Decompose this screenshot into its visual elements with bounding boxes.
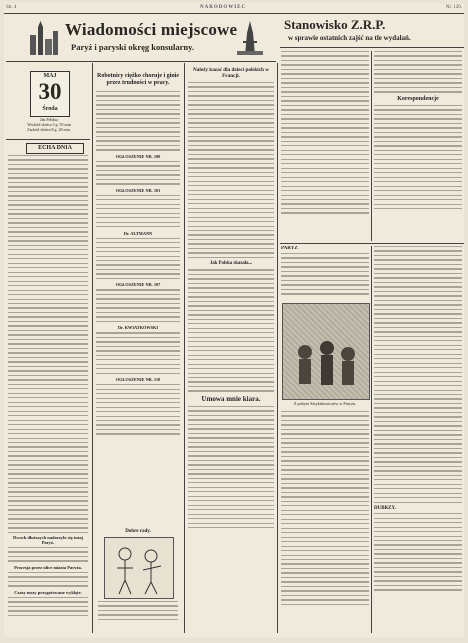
column-left-notices (8, 535, 88, 635)
middle-section-2: OGŁOSZENIE NR. 101 (115, 187, 161, 193)
local-news-title: Wiadomości miejscowe (65, 20, 238, 39)
center-article2-title: Jak Polska skazała... (209, 261, 253, 267)
page-marker-left: Str. 4 (6, 5, 17, 10)
running-header (4, 3, 464, 13)
dubrzy-title: DUBRZY. (374, 506, 396, 512)
column-middle (96, 65, 180, 505)
center-article-title: Należy kazać dla dzieci polskich w Francji. (193, 67, 269, 79)
cartoon-illustration (104, 537, 174, 599)
calendar-month: MAJ (43, 73, 57, 79)
column-left-body (8, 155, 88, 535)
middle-section-3: Dr. ALTMANN (123, 230, 153, 236)
crowd-photo-icon (283, 304, 369, 399)
echa-dnia-header: ECHA DNIA (26, 143, 84, 154)
photo-caption: Z pobytu Sztykittowiczów w Paryżu. (293, 401, 357, 406)
stanowisko-title: Stanowisko Z.R.P. (284, 17, 386, 32)
echa-subhead-1: Dwoch dłuższych nadarzyło się tutaj Paryż. (13, 535, 83, 545)
cartoon-figures-icon (105, 538, 173, 598)
middle-section-4: OGŁOSZENIE NR. 107 (115, 282, 161, 288)
local-news-masthead (28, 19, 268, 59)
column-center (188, 65, 274, 633)
middle-ad-caption: Dobre rady. (125, 529, 151, 534)
header-rule (4, 13, 464, 14)
middle-section-1: OGŁOSZENIE NR. 100 (115, 153, 161, 159)
right-col-1-lower (281, 411, 369, 633)
calendar-day: 30 (38, 79, 62, 104)
korespondencja-title: Korespondencje (397, 95, 439, 102)
local-news-subtitle: Paryż i paryski okręg konsularny. (71, 42, 195, 52)
newspaper-page (4, 3, 464, 637)
center-article3-title: Umowa mnie kiara. (201, 394, 261, 403)
calendar-box (14, 71, 84, 133)
city-skyline-icon (28, 21, 60, 57)
eiffel-tower-icon (234, 21, 266, 57)
calendar-info: Jak Feliksa Wschód słońca 3 g. 55 min Zachód słońca 8 g. 28 min. (27, 117, 71, 132)
middle-section-5: Dr. KWIATKOWSKI (117, 325, 159, 331)
right-col-2-lower (374, 246, 462, 633)
stanowisko-subtitle: w sprawie ostatnich zajść na tle wydalań. (288, 34, 411, 42)
paryz-title: PARYŻ (281, 246, 298, 251)
stanowisko-col-2 (374, 51, 462, 241)
paryz-section (281, 246, 369, 306)
middle-section-6: OGŁOSZENIE NR. 110 (115, 377, 161, 383)
masthead: NARODOWIEC (200, 5, 247, 10)
calendar-page (30, 71, 70, 117)
echa-subhead-2: Procesja przez ulice miasta Paryża. (14, 564, 82, 570)
page-marker-right: Nr. 120. (445, 5, 462, 10)
stanowisko-col-1 (281, 51, 369, 241)
calendar-weekday: Środa (42, 106, 58, 112)
news-photo (282, 303, 370, 400)
middle-article-title: Robotnicy ciężko choruje i ginie przez trudności w pracy. (97, 73, 179, 86)
echa-subhead-3: Czasy mszy przygotowane wyklęte. (14, 589, 82, 595)
